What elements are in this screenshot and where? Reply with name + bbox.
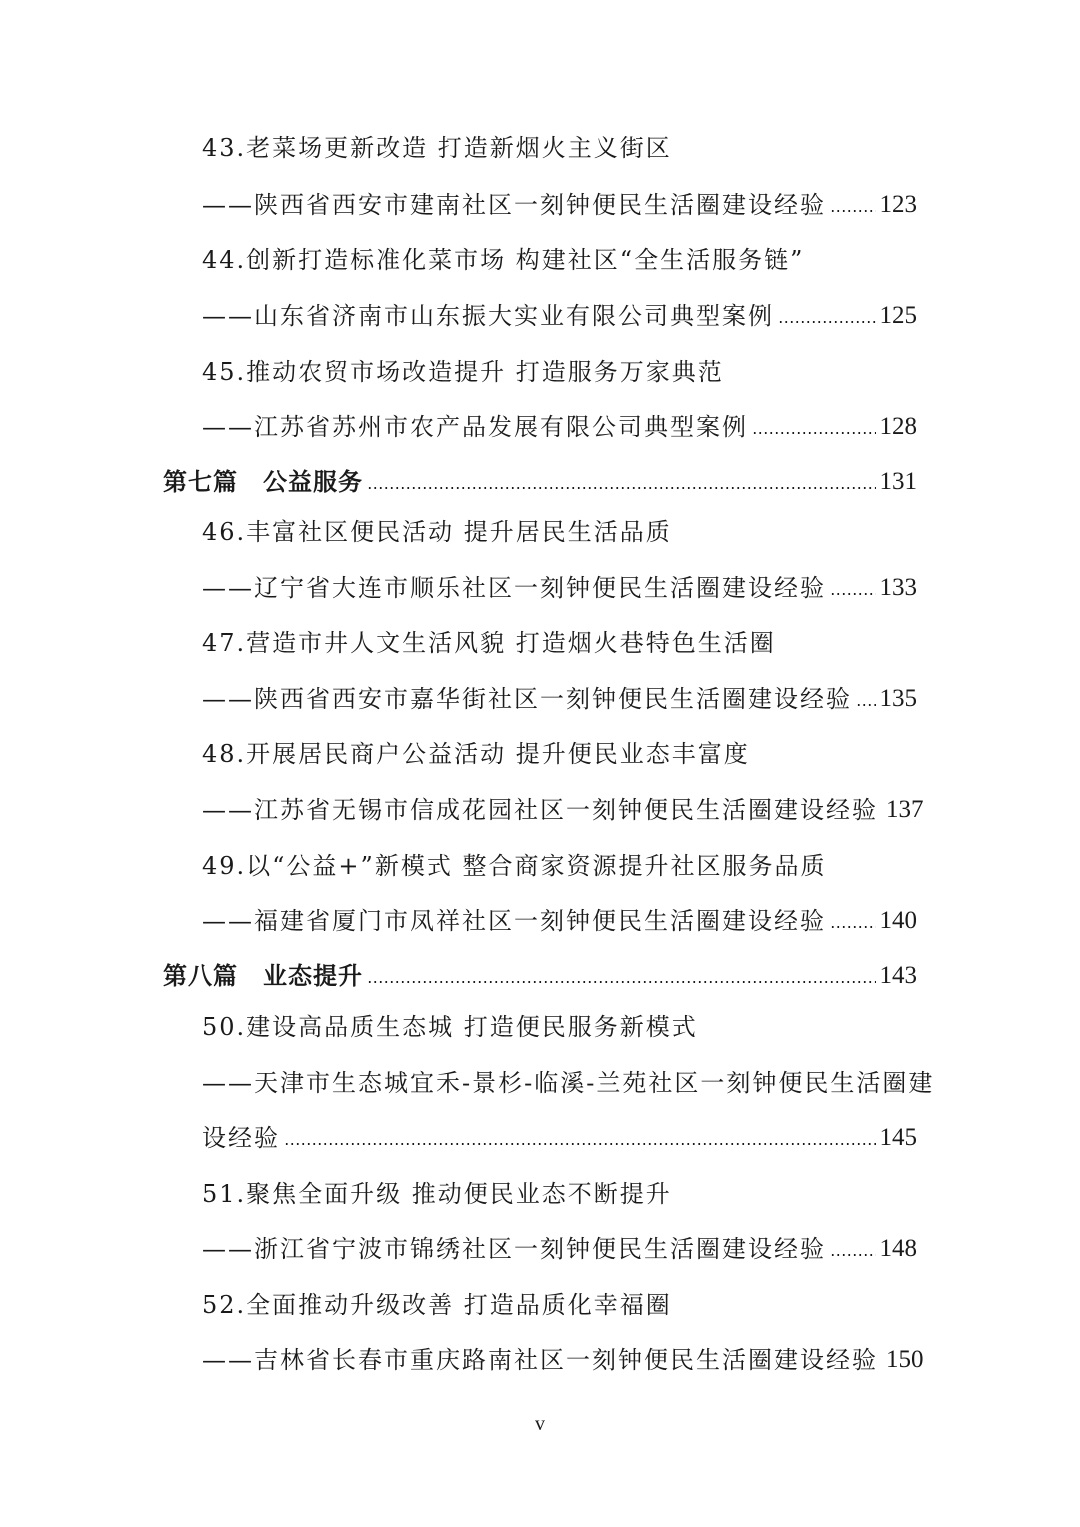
toc-entry-title — [202, 623, 920, 663]
toc-entry-subtitle — [202, 1340, 924, 1380]
section-title: 第八篇 业态提升 — [163, 962, 363, 990]
entry-title-text: 49.以“公益+”新模式 整合商家资源提升社区服务品质 — [202, 852, 827, 880]
entry-subtitle-text: ——山东省济南市山东振大实业有限公司典型案例 — [202, 302, 774, 330]
toc-section-heading — [163, 462, 917, 502]
page-number: 143 — [879, 962, 917, 989]
toc-entry-title — [202, 1007, 920, 1047]
page-number: 131 — [879, 468, 917, 495]
toc-entry-title — [202, 352, 920, 392]
toc-entry-title — [202, 1174, 920, 1214]
entry-title-text: 44.创新打造标准化菜市场 构建社区“全生活服务链” — [202, 246, 805, 274]
page-number: 140 — [879, 907, 917, 934]
toc-entry-title — [202, 240, 920, 280]
toc-entry-title — [202, 734, 920, 774]
entry-subtitle-text: ——天津市生态城宜禾-景杉-临溪-兰苑社区一刻钟便民生活圈建 — [202, 1069, 935, 1097]
dot-leader — [830, 1254, 876, 1256]
toc-entry-subtitle — [202, 790, 924, 830]
page-number: 133 — [879, 574, 917, 601]
dot-leader — [830, 593, 876, 595]
page-number: 137 — [886, 796, 924, 823]
dot-leader — [284, 1143, 876, 1145]
page-number: 150 — [886, 1346, 924, 1373]
entry-title-text: 45.推动农贸市场改造提升 打造服务万家典范 — [202, 358, 724, 386]
toc-entry-title — [202, 512, 920, 552]
entry-subtitle-text: 设经验 — [202, 1124, 280, 1152]
entry-title-text: 52.全面推动升级改善 打造品质化幸福圈 — [202, 1291, 672, 1319]
entry-title-text: 48.开展居民商户公益活动 提升便民业态丰富度 — [202, 740, 750, 768]
toc-entry-title — [202, 128, 920, 168]
page-number: 125 — [879, 302, 917, 329]
page-footer-number: v — [535, 1413, 545, 1435]
entry-subtitle-text: ——江苏省无锡市信成花园社区一刻钟便民生活圈建设经验 — [202, 796, 878, 824]
entry-subtitle-text: ——吉林省长春市重庆路南社区一刻钟便民生活圈建设经验 — [202, 1346, 878, 1374]
page-number: 123 — [879, 191, 917, 218]
dot-leader — [367, 487, 876, 489]
dot-leader — [830, 926, 876, 928]
toc-entry-subtitle — [202, 296, 917, 336]
dot-leader — [367, 981, 876, 983]
entry-subtitle-text: ——辽宁省大连市顺乐社区一刻钟便民生活圈建设经验 — [202, 574, 826, 602]
toc-entry-subtitle — [202, 407, 917, 447]
page-number: 145 — [879, 1124, 917, 1151]
entry-subtitle-text: ——陕西省西安市建南社区一刻钟便民生活圈建设经验 — [202, 191, 826, 219]
toc-entry-subtitle — [202, 568, 917, 608]
entry-subtitle-text: ——陕西省西安市嘉华街社区一刻钟便民生活圈建设经验 — [202, 685, 852, 713]
toc-entry-subtitle — [202, 1063, 935, 1103]
page-number: 148 — [879, 1235, 917, 1262]
entry-subtitle-text: ——江苏省苏州市农产品发展有限公司典型案例 — [202, 413, 748, 441]
entry-title-text: 46.丰富社区便民活动 提升居民生活品质 — [202, 518, 672, 546]
entry-title-text: 47.营造市井人文生活风貌 打造烟火巷特色生活圈 — [202, 629, 776, 657]
toc-entry-subtitle — [202, 679, 917, 719]
toc-entry-subtitle — [202, 185, 917, 225]
dot-leader — [752, 432, 876, 434]
dot-leader — [778, 321, 876, 323]
toc-section-heading — [163, 956, 917, 996]
toc-entry-subtitle — [202, 1229, 917, 1269]
page-number: 135 — [879, 685, 917, 712]
toc-entry-title — [202, 1285, 920, 1325]
page-number: 128 — [879, 413, 917, 440]
toc-entry-subtitle-continued — [202, 1118, 917, 1158]
toc-entry-subtitle — [202, 901, 917, 941]
entry-title-text: 43.老菜场更新改造 打造新烟火主义街区 — [202, 134, 672, 162]
entry-title-text: 50.建设高品质生态城 打造便民服务新模式 — [202, 1013, 698, 1041]
dot-leader — [856, 704, 876, 706]
section-title: 第七篇 公益服务 — [163, 468, 363, 496]
entry-subtitle-text: ——浙江省宁波市锦绣社区一刻钟便民生活圈建设经验 — [202, 1235, 826, 1263]
entry-title-text: 51.聚焦全面升级 推动便民业态不断提升 — [202, 1180, 672, 1208]
toc-entry-title — [202, 846, 920, 886]
entry-subtitle-text: ——福建省厦门市凤祥社区一刻钟便民生活圈建设经验 — [202, 907, 826, 935]
dot-leader — [830, 210, 876, 212]
